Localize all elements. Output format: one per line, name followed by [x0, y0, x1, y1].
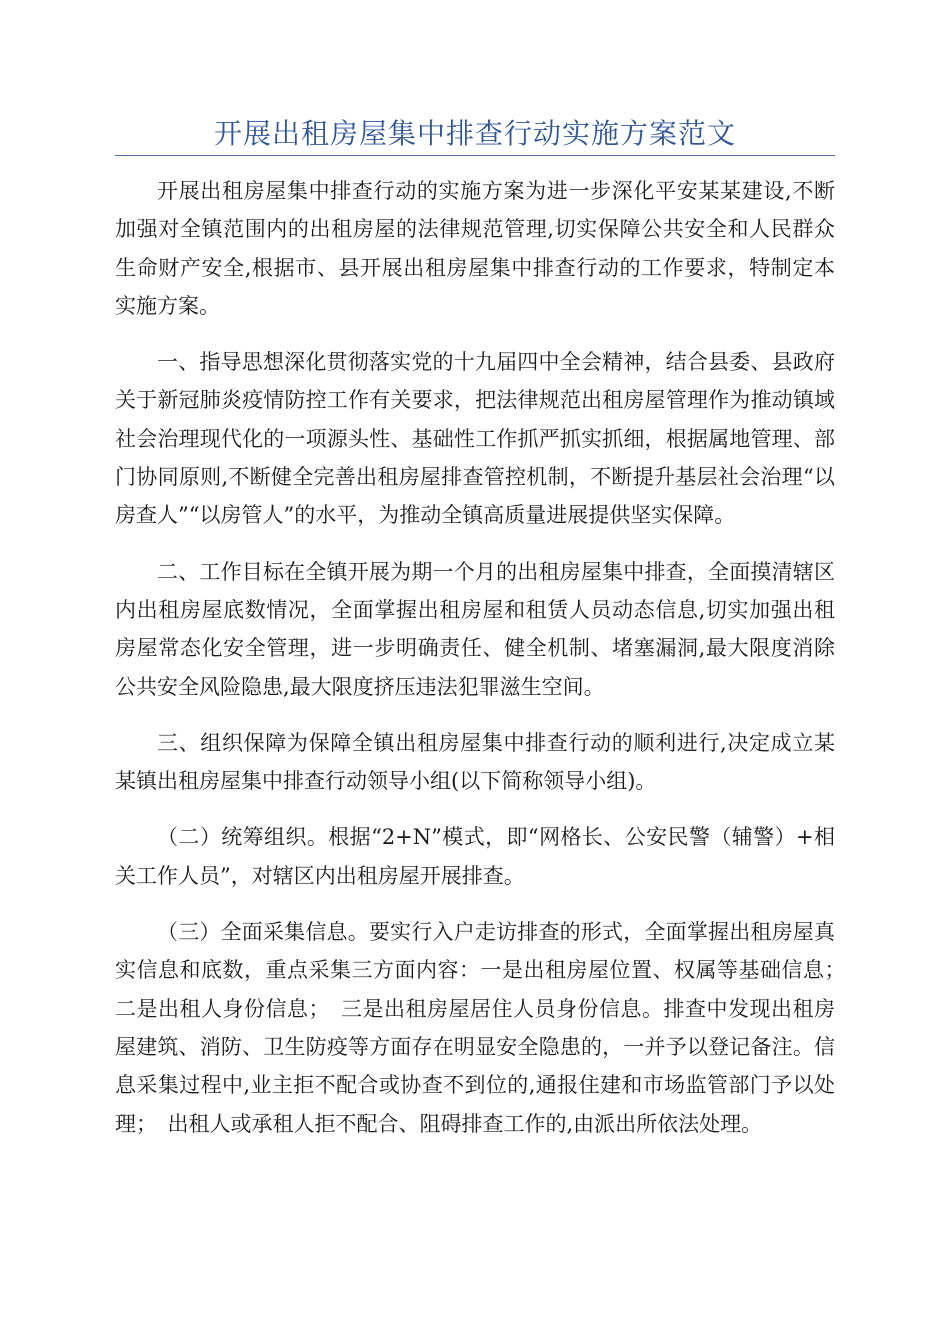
paragraph-organization: 三、组织保障为保障全镇出租房屋集中排查行动的顺利进行,决定成立某某镇出租房屋集中排查行动领导小组(以下简称领导小组)。: [115, 730, 835, 794]
paragraph-coordination: （二）统筹组织。根据“2+N”模式，即“网格长、公安民警（辅警）+相关工作人员”，对辖区内出租房屋开展排查。: [115, 825, 835, 888]
paragraph-intro: 开展出租房屋集中排查行动的实施方案为进一步深化平安某某建设,不断加强对全镇范围内的出租房屋的法律规范管理,切实保障公共安全和人民群众生命财产安全,根据市、县开展出租房屋集中排查行动的工作要求，特制定本实施方案。: [115, 179, 835, 318]
paragraph-guiding-ideology: 一、指导思想深化贯彻落实党的十九届四中全会精神，结合县委、县政府关于新冠肺炎疫情防控工作有关要求，把法律规范出租房屋管理作为推动镇域社会治理现代化的一项源头性、基础性工作抓严抓实抓细，根据属地管理、部门协同原则,不断健全完善出租房屋排查管控机制，不断提升基层社会治理“以房查人”“以房管人”的水平，为推动全镇高质量进展提供坚实保障。: [115, 350, 835, 528]
document-body: [115, 172, 856, 1161]
paragraph-work-goals: 二、工作目标在全镇开展为期一个月的出租房屋集中排查，全面摸清辖区内出租房屋底数情况，全面掌握出租房屋和租赁人员动态信息,切实加强出租房屋常态化安全管理，进一步明确责任、健全机制、堵塞漏洞,最大限度消除公共安全风险隐患,最大限度挤压违法犯罪滋生空间。: [115, 559, 835, 699]
title-underline: [115, 155, 835, 156]
document-title: 开展出租房屋集中排查行动实施方案范文: [213, 117, 736, 150]
paragraph-information-collection: （三）全面采集信息。要实行入户走访排查的形式，全面掌握出租房屋真实信息和底数，重点采集三方面内容：一是出租房屋位置、权属等基础信息； 二是出租人身份信息； 三是出租房屋居住人员身份信息。排查中发现出租房屋建筑、消防、卫生防疫等方面存在明显安全隐患的，一并予以登记备注。信息采集过程中,业主拒不配合或协查不到位的,通报住建和市场监管部门予以处理； 出租人或承租人拒不配合、阻碍排查工作的,由派出所依法处理。: [115, 920, 856, 1136]
